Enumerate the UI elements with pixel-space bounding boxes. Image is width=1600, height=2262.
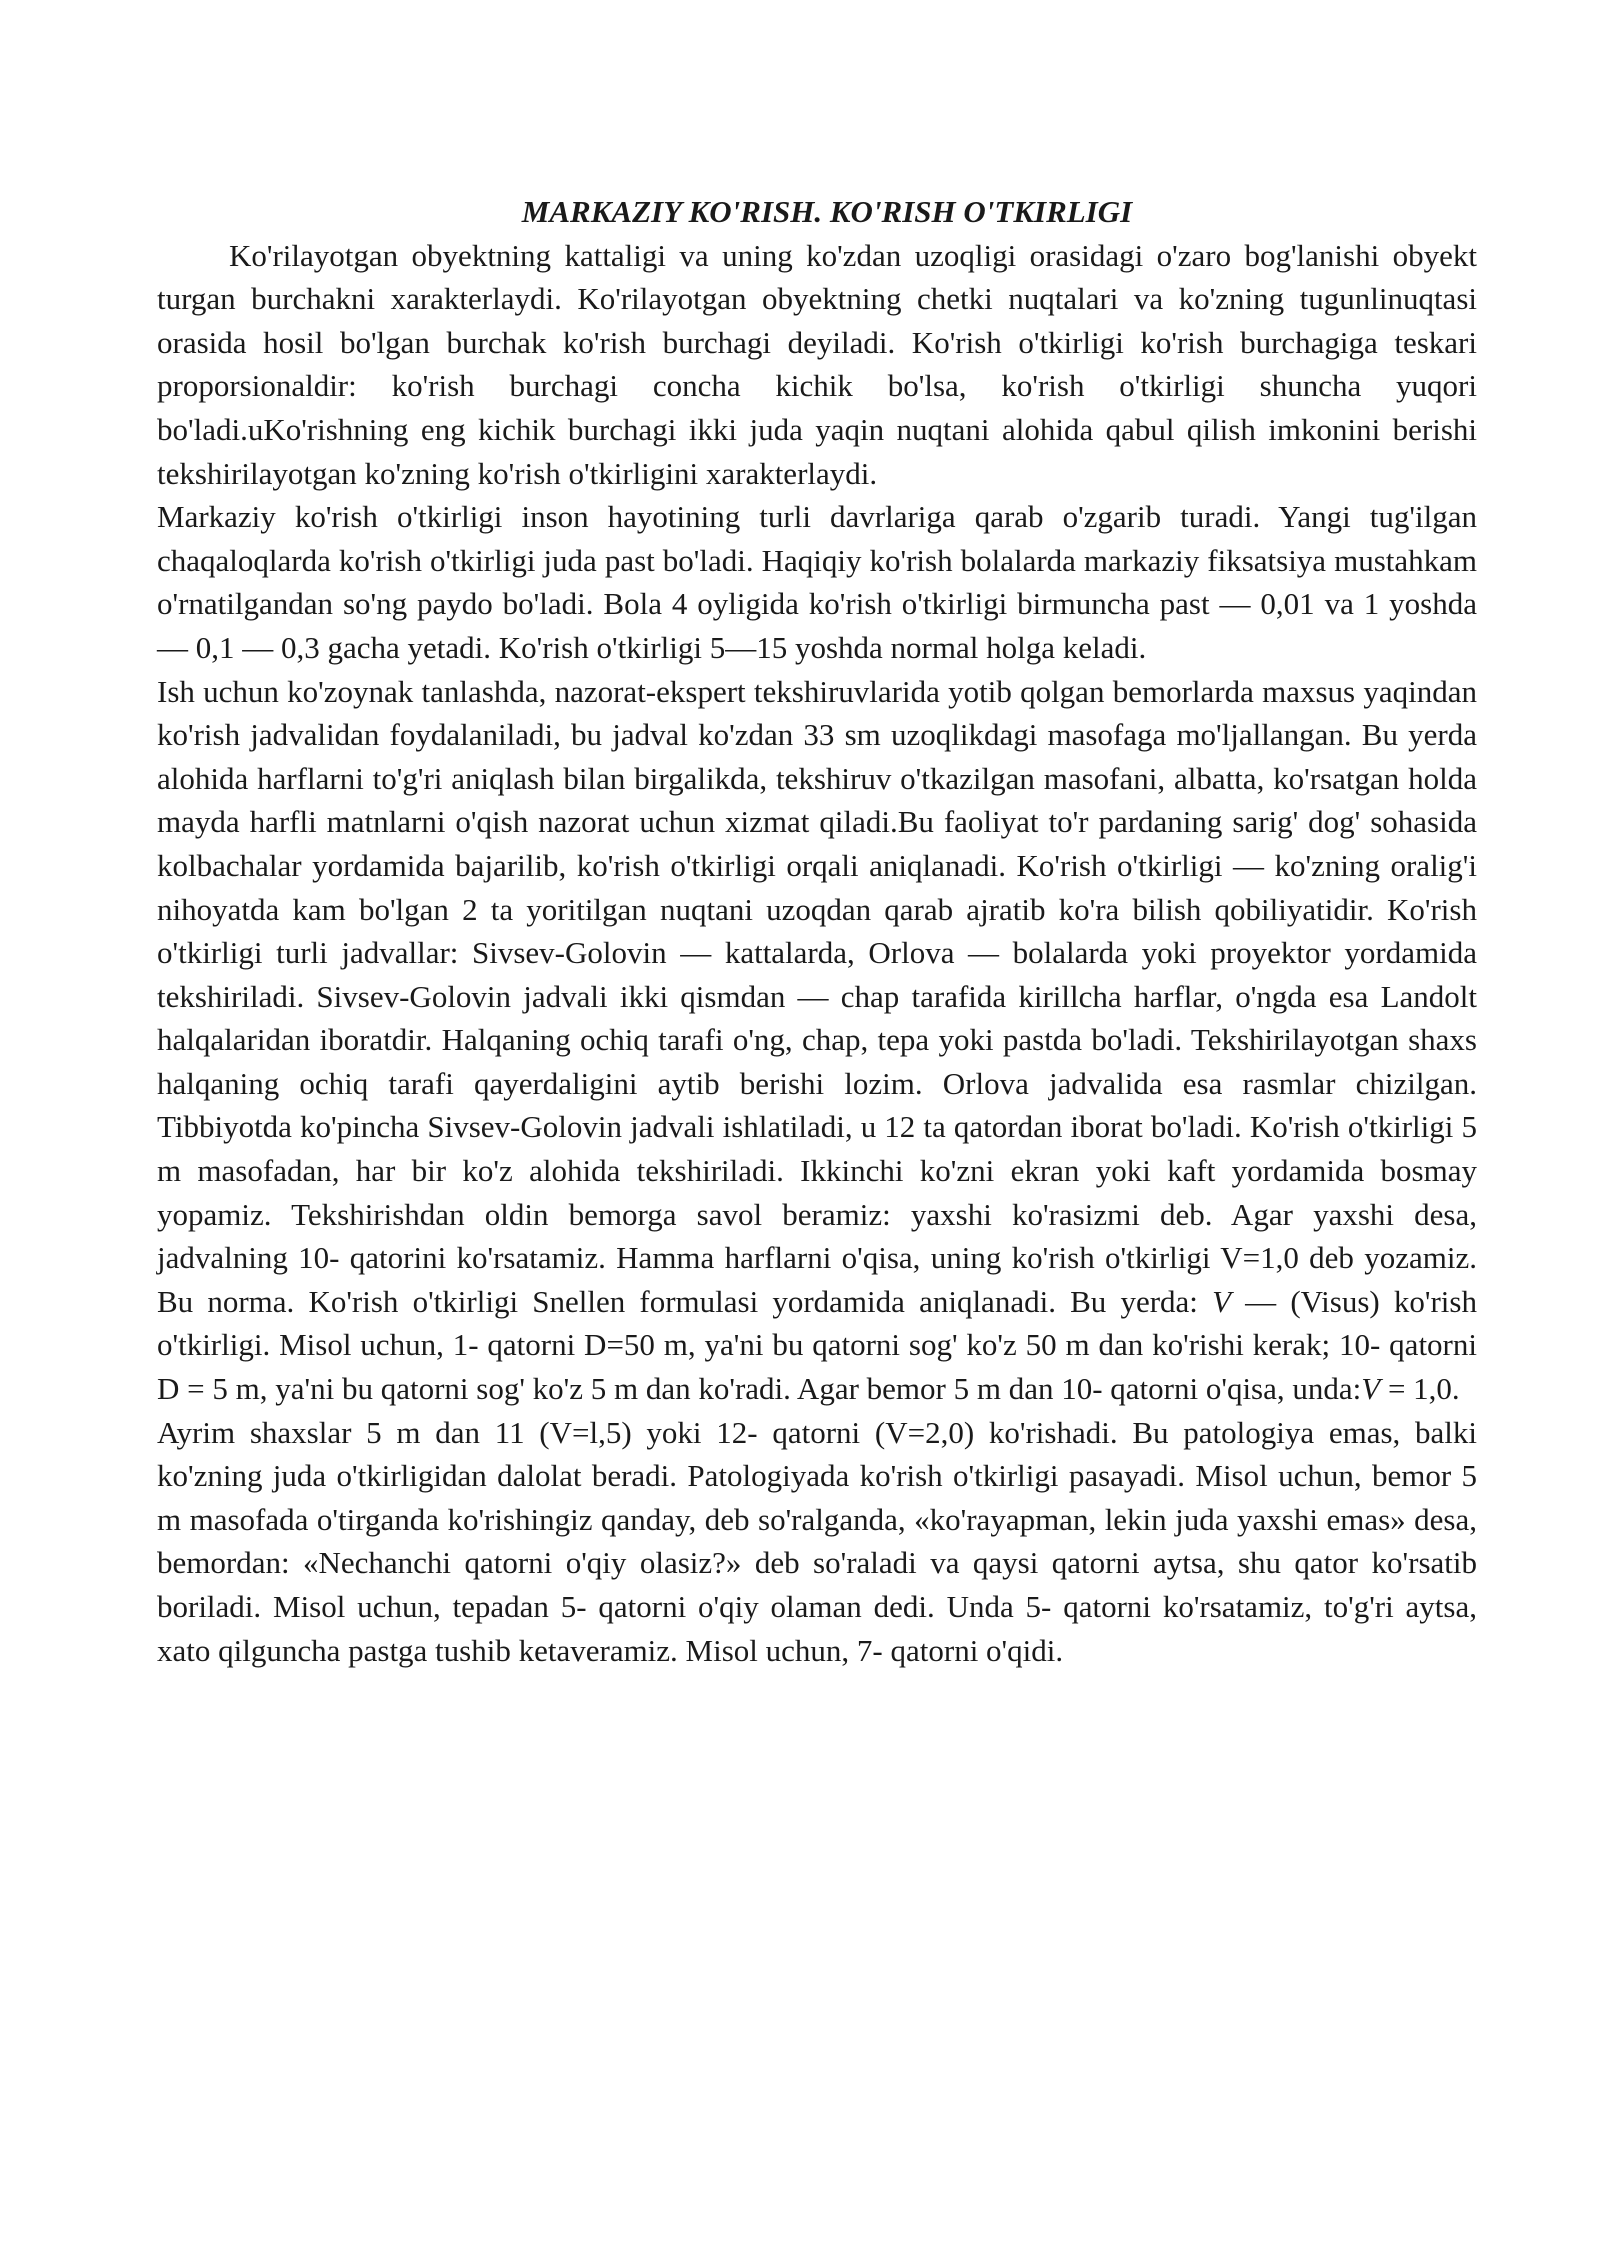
- document-title: MARKAZIY KO'RISH. KO'RISH O'TKIRLIGI: [521, 194, 1133, 229]
- paragraph-3-part-c: = 1,0.: [1380, 1371, 1460, 1407]
- visus-symbol: V: [1361, 1371, 1381, 1407]
- paragraph-2: Markaziy ko'rish o'tkirligi inson hayotining turli davrlariga qarab o'zgarib turadi. Yangi tug'ilgan chaqaloqlarda ko'rish o'tkirligi juda past bo'ladi. Haqiqiy ko'rish bolalarda markaziy fiksatsiya mustahkam o'rnatilgandan so'ng paydo bo'ladi. Bola 4 oyligida ko'rish o'tkirligi birmuncha past — 0,01 va 1 yoshda — 0,1 — 0,3 gacha yetadi. Ko'rish o'tkirligi 5—15 yoshda normal holga keladi.: [157, 499, 1477, 665]
- paragraph-1: Ko'rilayotgan obyektning kattaligi va uning ko'zdan uzoqligi orasidagi o'zaro bog'lanishi obyekt turgan burchakni xarakterlaydi. Ko'rilayotgan obyektning chetki nuqtalari va ko'zning tugunlinuqtasi orasida hosil bo'lgan burchak ko'rish burchagi deyiladi. Ko'rish o'tkirligi ko'rish burchagiga teskari proporsionaldir: ko'rish burchagi concha kichik bo'lsa, ko'rish o'tkirligi shuncha yuqori bo'ladi.uKo'rishning eng kichik burchagi ikki juda yaqin nuqtani alohida qabul qilish imkonini berishi tekshirilayotgan ko'zning ko'rish o'tkirligini xarakterlaydi.: [157, 237, 1477, 491]
- document-page: [157, 190, 1477, 1672]
- paragraph-3-part-b: — (Visus) ko'rish o'tkirligi. Misol uchun, 1- qatorni D=50 m, ya'ni bu qatorni sog' ko'z 50 m dan ko'rishi kerak; 10- qatorni D = 5 m, ya'ni bu qatorni sog' ko'z 5 m dan ko'radi. Agar bemor 5 m dan 10- qatorni o'qisa, unda:: [157, 1283, 1477, 1407]
- paragraph-3: [157, 670, 1477, 1411]
- visus-symbol: V: [1212, 1283, 1231, 1319]
- paragraph-4: Ayrim shaxslar 5 m dan 11 (V=l,5) yoki 12- qatorni (V=2,0) ko'rishadi. Bu patologiya emas, balki ko'zning juda o'tkirligidan dalolat beradi. Patologiyada ko'rish o'tkirligi pasayadi. Misol uchun, bemor 5 m masofada o'tirganda ko'rishingiz qanday, deb so'ralganda, «ko'rayapman, lekin juda yaxshi emas» desa, bemordan: «Nechanchi qatorni o'qiy olasiz?» deb so'raladi va qaysi qatorni aytsa, shu qator ko'rsatib boriladi. Misol uchun, tepadan 5- qatorni o'qiy olaman dedi. Unda 5- qatorni ko'rsatamiz, to'g'ri aytsa, xato qilguncha pastga tushib ketaveramiz. Misol uchun, 7- qatorni o'qidi.: [157, 1414, 1477, 1668]
- paragraph-3-part-a: Ish uchun ko'zoynak tanlashda, nazorat-ekspert tekshiruvlarida yotib qolgan bemorlarda maxsus yaqindan ko'rish jadvalidan foydalaniladi, bu jadval ko'zdan 33 sm uzoqlikdagi masofaga mo'ljallangan. Bu yerda alohida harflarni to'g'ri aniqlash bilan birgalikda, tekshiruv o'tkazilgan masofani, albatta, ko'rsatgan holda mayda harfli matnlarni o'qish nazorat uchun xizmat qiladi.Bu faoliyat to'r pardaning sarig' dog' sohasida kolbachalar yordamida bajarilib, ko'rish o'tkirligi orqali aniqlanadi. Ko'rish o'tkirligi — ko'zning oralig'i nihoyatda kam bo'lgan 2 ta yoritilgan nuqtani uzoqdan qarab ajratib ko'ra bilish qobiliyatidir. Ko'rish o'tkirligi turli jadvallar: Sivsev-Golovin — kattalarda, Orlova — bolalarda yoki proyektor yordamida tekshiriladi. Sivsev-Golovin jadvali ikki qismdan — chap tarafida kirillcha harflar, o'ngda esa Landolt halqalaridan iboratdir. Halqaning ochiq tarafi o'ng, chap, tepa yoki pastda bo'ladi. Tekshirilayotgan shaxs halqaning ochiq tarafi qayerdaligini aytib berishi lozim. Orlova jadvalida esa rasmlar chizilgan. Tibbiyotda ko'pincha Sivsev-Golovin jadvali ishlatiladi, u 12 ta qatordan iborat bo'ladi. Ko'rish o'tkirligi 5 m masofadan, har bir ko'z alohida tekshiriladi. Ikkinchi ko'zni ekran yoki kaft yordamida bosmay yopamiz. Tekshirishdan oldin bemorga savol beramiz: yaxshi ko'rasizmi deb. Agar yaxshi desa, jadvalning 10- qatorini ko'rsatamiz. Hamma harflarni o'qisa, uning ko'rish o'tkirligi V=1,0 deb yozamiz. Bu norma. Ko'rish o'tkirligi Snellen formulasi yordamida aniqlanadi. Bu yerda:: [157, 673, 1477, 1319]
